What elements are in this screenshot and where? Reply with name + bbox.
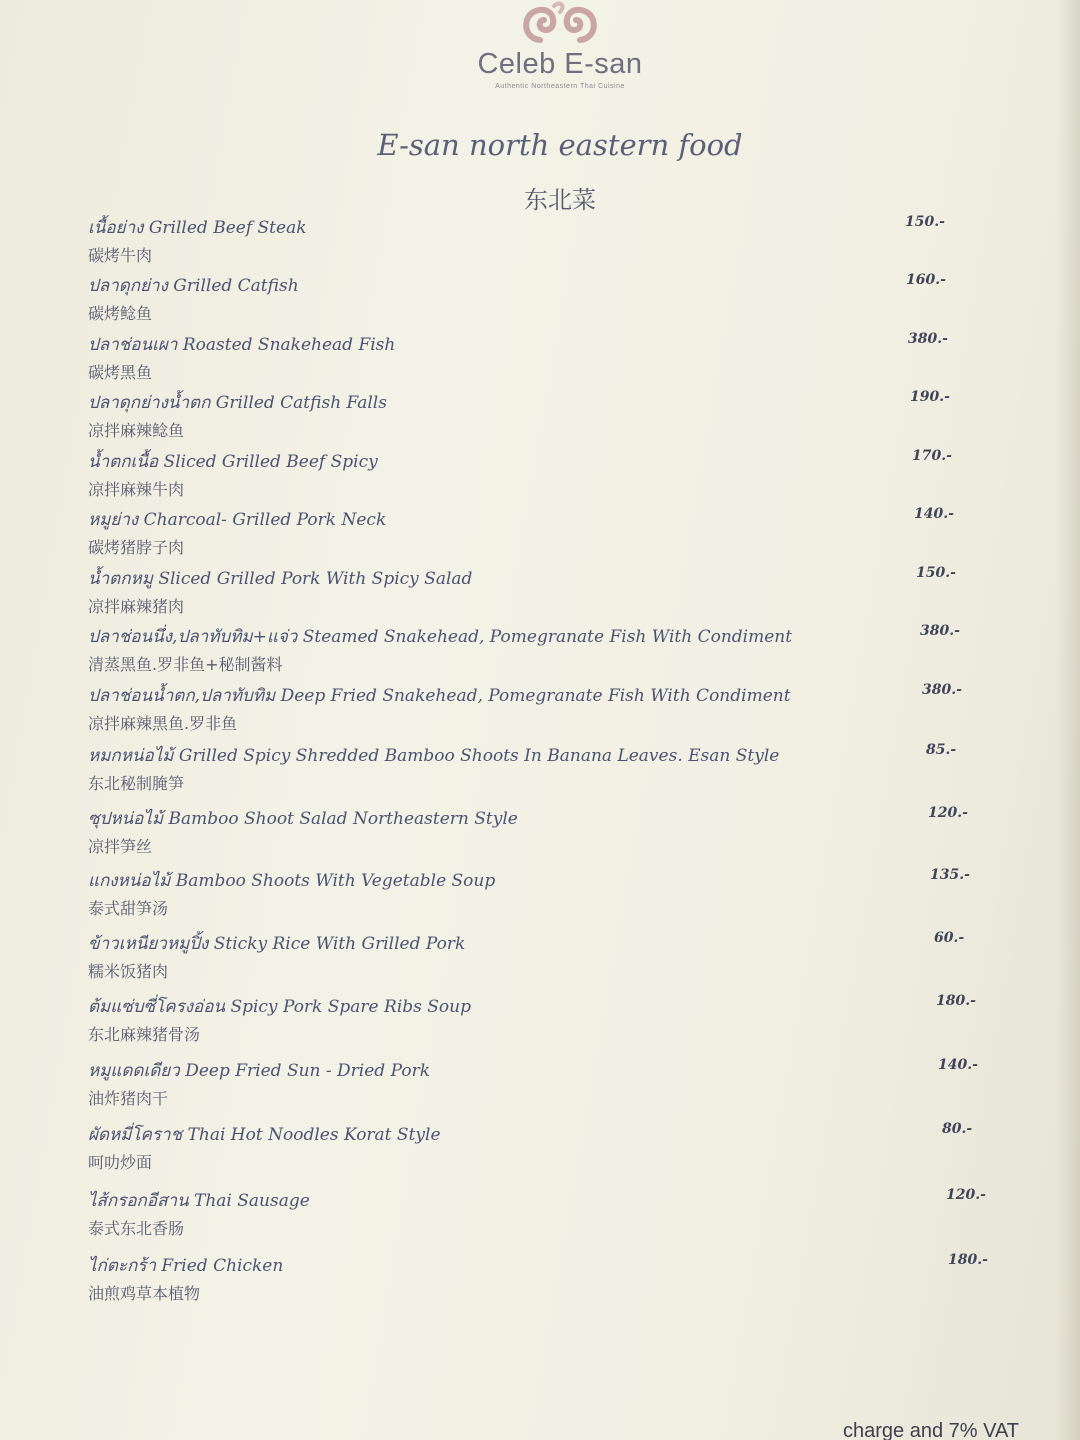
menu-item-name-cn: 碳烤黑鱼 bbox=[88, 363, 153, 382]
menu-item-price: 140.- bbox=[938, 1057, 978, 1073]
menu-item-price: 180.- bbox=[948, 1252, 988, 1268]
menu-item-name: ปลาดุกย่าง Grilled Catfish bbox=[88, 276, 299, 296]
menu-item-price: 60.- bbox=[934, 930, 965, 946]
menu-item-name-cn: 泰式东北香肠 bbox=[88, 1219, 185, 1238]
menu-item-price: 160.- bbox=[906, 272, 946, 288]
menu-item-name: น้ำตกเนื้อ Sliced Grilled Beef Spicy bbox=[88, 452, 378, 472]
menu-item-price: 140.- bbox=[914, 506, 954, 522]
brand-tagline: Authentic Northeastern Thai Cuisine bbox=[495, 83, 625, 90]
menu-item-name: น้ำตกหมู Sliced Grilled Pork With Spicy Salad bbox=[88, 569, 473, 589]
menu-item-name-cn: 糯米饭猪肉 bbox=[88, 962, 169, 981]
menu-item-price: 380.- bbox=[920, 623, 960, 639]
menu-item-name: ต้มแซ่บซี่โครงอ่อน Spicy Pork Spare Ribs Soup bbox=[88, 997, 471, 1017]
menu-item-price: 190.- bbox=[910, 389, 950, 405]
menu-item-name: ไส้กรอกอีสาน Thai Sausage bbox=[88, 1191, 310, 1211]
footer-service-charge-note: charge and 7% VAT bbox=[843, 1420, 1020, 1440]
menu-item-price: 120.- bbox=[928, 805, 968, 821]
menu-item-name-cn: 清蒸黑鱼.罗非鱼+秘制酱料 bbox=[88, 655, 283, 674]
menu-section-subtitle-cn: 东北菜 bbox=[524, 186, 596, 214]
menu-item-price: 170.- bbox=[912, 448, 952, 464]
menu-item-name: เนื้อย่าง Grilled Beef Steak bbox=[88, 218, 307, 238]
menu-item-price: 150.- bbox=[916, 565, 956, 581]
menu-item-name: ผัดหมี่โคราช Thai Hot Noodles Korat Style bbox=[88, 1125, 441, 1145]
menu-item-price: 85.- bbox=[926, 742, 957, 758]
menu-item-name: หมกหน่อไม้ Grilled Spicy Shredded Bamboo Shoots In Banana Leaves. Esan Style bbox=[88, 746, 780, 766]
menu-item-name: ซุปหน่อไม้ Bamboo Shoot Salad Northeastern Style bbox=[88, 809, 518, 829]
menu-item-name-cn: 东北秘制腌笋 bbox=[88, 774, 185, 793]
menu-item-name-cn: 呵叻炒面 bbox=[88, 1153, 153, 1172]
menu-item-name-cn: 凉拌麻辣牛肉 bbox=[88, 480, 185, 499]
menu-item-name: ปลาช่อนน้ำตก,ปลาทับทิม Deep Fried Snakehead, Pomegranate Fish With Condiment bbox=[88, 686, 791, 706]
menu-item-name: ปลาช่อนนึ่ง,ปลาทับทิม+แจ่ว Steamed Snakehead, Pomegranate Fish With Condiment bbox=[88, 627, 793, 647]
menu-item-name: แกงหน่อไม้ Bamboo Shoots With Vegetable Soup bbox=[88, 871, 496, 891]
menu-item-price: 380.- bbox=[908, 331, 948, 347]
menu-item-name: หมูแดดเดียว Deep Fried Sun - Dried Pork bbox=[88, 1061, 431, 1081]
menu-item-name-cn: 碳烤牛肉 bbox=[88, 246, 153, 265]
menu-item-price: 150.- bbox=[905, 214, 945, 230]
menu-item-price: 180.- bbox=[936, 993, 976, 1009]
brand-name: Celeb E-san bbox=[477, 48, 643, 80]
menu-item bbox=[0, 1252, 1080, 1332]
menu-item-name-cn: 凉拌麻辣鲶鱼 bbox=[88, 421, 185, 440]
menu-item-name-cn: 油炸猪肉干 bbox=[88, 1089, 169, 1108]
menu-item-price: 120.- bbox=[946, 1187, 986, 1203]
menu-item-name-cn: 油煎鸡草本植物 bbox=[88, 1284, 201, 1303]
menu-item-name: ปลาช่อนเผา Roasted Snakehead Fish bbox=[88, 335, 396, 355]
menu-item-name: หมูย่าง Charcoal- Grilled Pork Neck bbox=[88, 510, 387, 530]
menu-item-price: 380.- bbox=[922, 682, 962, 698]
menu-item-name-cn: 凉拌笋丝 bbox=[88, 837, 153, 856]
menu-item-name-cn: 凉拌麻辣猪肉 bbox=[88, 597, 185, 616]
menu-item-name-cn: 东北麻辣猪骨汤 bbox=[88, 1025, 201, 1044]
menu-section-title: E-san north eastern food bbox=[377, 128, 743, 162]
menu-item-name: ปลาดุกย่างน้ำตก Grilled Catfish Falls bbox=[88, 393, 387, 413]
menu-item-price: 80.- bbox=[942, 1121, 973, 1137]
menu-item-name-cn: 碳烤鲶鱼 bbox=[88, 304, 153, 323]
menu-item-name-cn: 凉拌麻辣黑鱼.罗非鱼 bbox=[88, 714, 238, 733]
menu-item-name: ข้าวเหนียวหมูปิ้ง Sticky Rice With Grilled Pork bbox=[88, 934, 466, 954]
menu-item-name-cn: 泰式甜笋汤 bbox=[88, 899, 169, 918]
menu-item-name-cn: 碳烤猪脖子肉 bbox=[88, 538, 185, 557]
menu-item-name: ไก่ตะกร้า Fried Chicken bbox=[88, 1256, 284, 1276]
menu-item-price: 135.- bbox=[930, 867, 970, 883]
